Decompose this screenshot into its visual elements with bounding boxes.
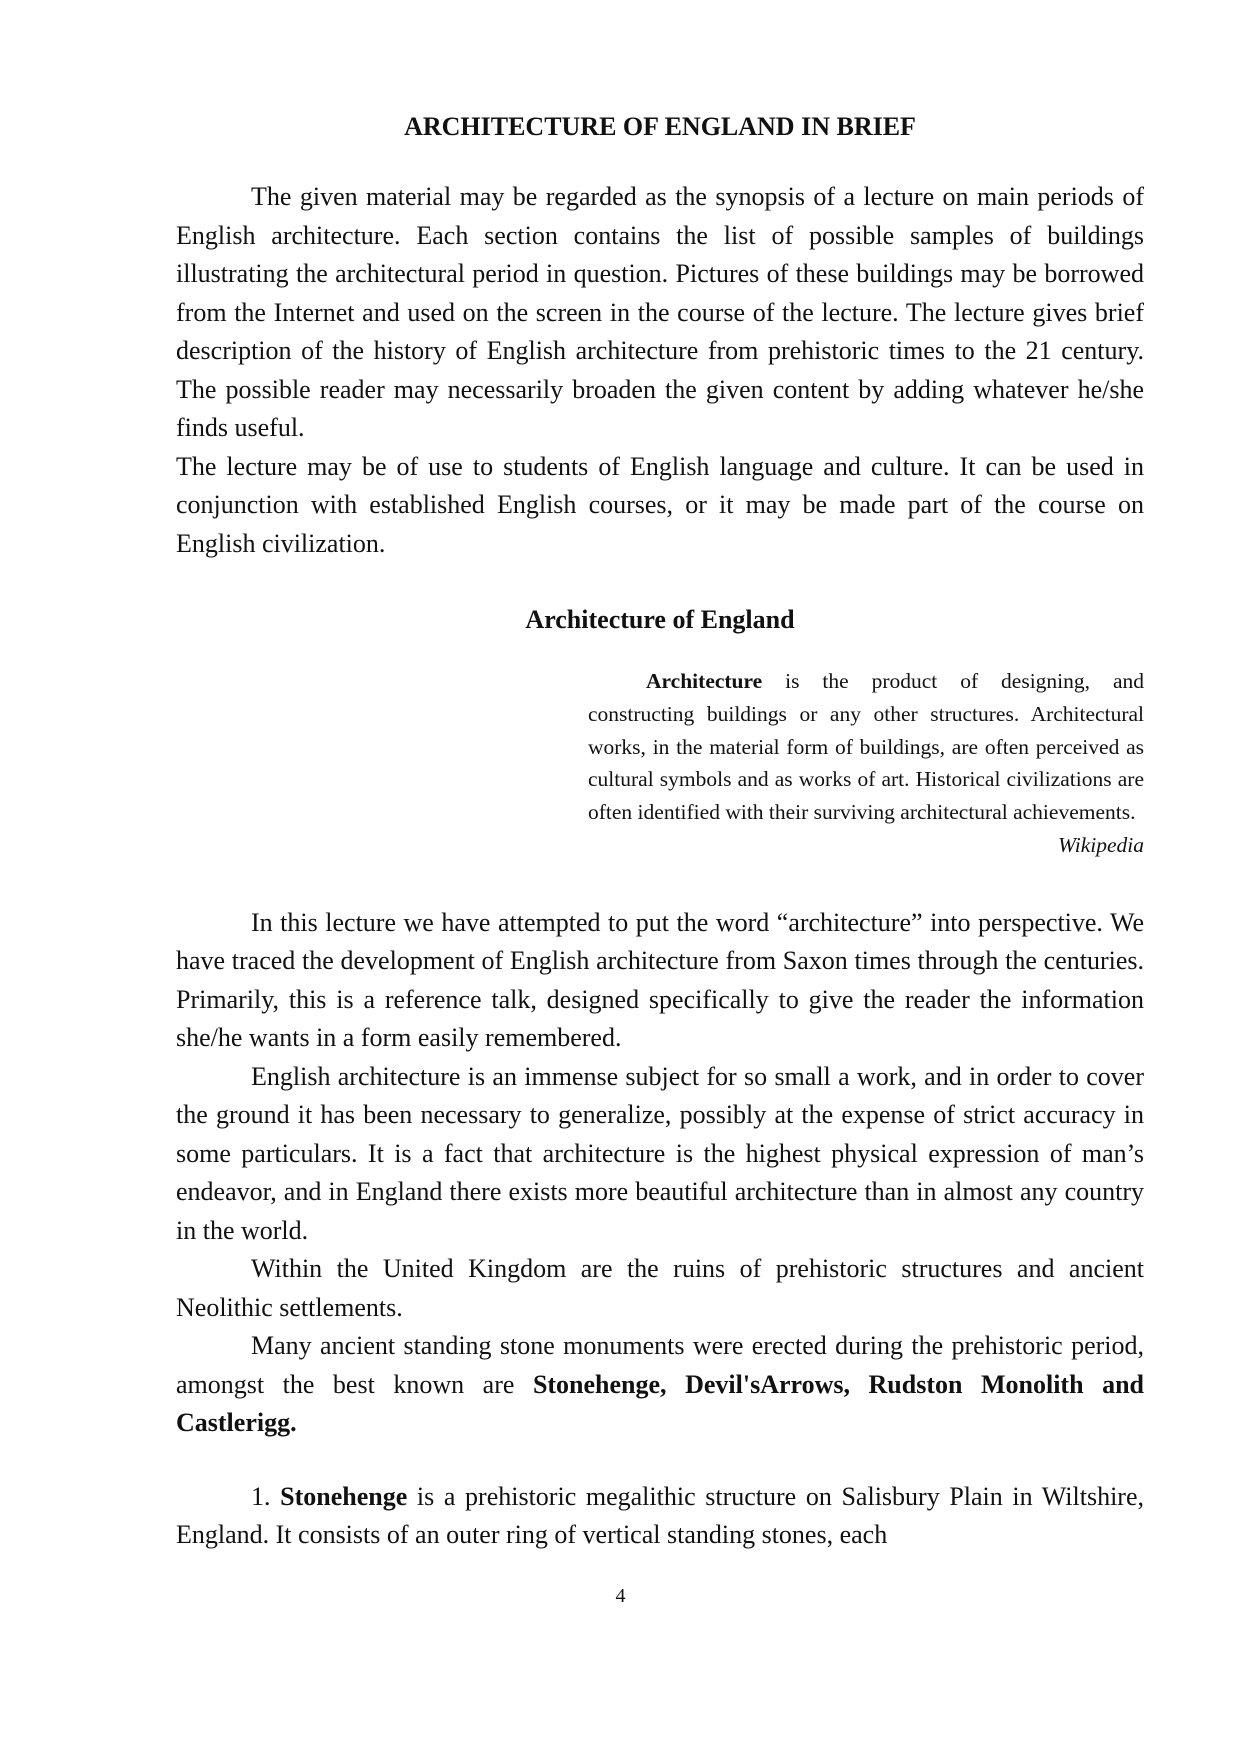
- epigraph-text: [588, 665, 1144, 829]
- epigraph-term: Architecture: [646, 669, 763, 693]
- body-paragraph-3: Within the United Kingdom are the ruins of prehistoric structures and ancient Neolithic settlements.: [176, 1254, 1144, 1322]
- list-item-term: Stonehenge: [280, 1481, 408, 1511]
- page-content: [176, 112, 1144, 1555]
- epigraph-body: is the product of designing, and constructing buildings or any other structures. Architectural works, in the material form of buildings, are often perceived as cultural symbols and as works of art. Historical civilizations are often identified with their surviving architectural achievements.: [588, 669, 1144, 825]
- monument-list: Stonehenge, Devil'sArrows, Rudston Monolith and Castlerigg.: [176, 1369, 1144, 1438]
- epigraph: [588, 665, 1144, 862]
- body-paragraph-2: English architecture is an immense subject for so small a work, and in order to cover the ground it has been necessary to generalize, possibly at the expense of strict accuracy in some particulars. It is a fact that architecture is the highest physical expression of man’s endeavor, and in England there exists more beautiful architecture than in almost any country in the world.: [176, 1061, 1144, 1245]
- document-title: ARCHITECTURE OF ENGLAND IN BRIEF: [404, 112, 916, 141]
- intro-paragraph-2: The lecture may be of use to students of English language and culture. It can be used in conjunction with established English courses, or it may be made part of the course on English civilization.: [176, 451, 1144, 558]
- spacer: [176, 1443, 1144, 1478]
- body-paragraph-4: [176, 1327, 1144, 1443]
- body-paragraph-1: In this lecture we have attempted to put the word “architecture” into perspective. We have traced the development of English architecture from Saxon times through the centuries. Primarily, this is a reference talk, designed specifically to give the reader the information she/he wants in a form easily remembered.: [176, 907, 1144, 1053]
- list-item-number: 1.: [251, 1481, 281, 1511]
- body-paragraph-4-lead: Many ancient standing stone monuments were erected during the prehistoric period, amongst the best known are: [176, 1331, 1144, 1399]
- spacer: [176, 862, 1144, 904]
- epigraph-source: Wikipedia: [1058, 832, 1144, 857]
- section-heading: Architecture of England: [525, 605, 795, 634]
- intro-paragraph-1: The given material may be regarded as the synopsis of a lecture on main periods of English architecture. Each section contains the list of possible samples of buildings illustrating the architectural period in question. Pictures of these buildings may be borrowed from the Internet and used on the screen in the course of the lecture. The lecture gives brief description of the history of English architecture from prehistoric times to the 21 century. The possible reader may necessarily broaden the given content by adding whatever he/she finds useful.: [176, 182, 1144, 442]
- list-item-stonehenge: [176, 1478, 1144, 1555]
- list-item-text: is a prehistoric megalithic structure on Salisbury Plain in Wiltshire, England. It consists of an outer ring of vertical standing stones, each: [176, 1481, 1145, 1550]
- page-number: 4: [615, 1585, 626, 1607]
